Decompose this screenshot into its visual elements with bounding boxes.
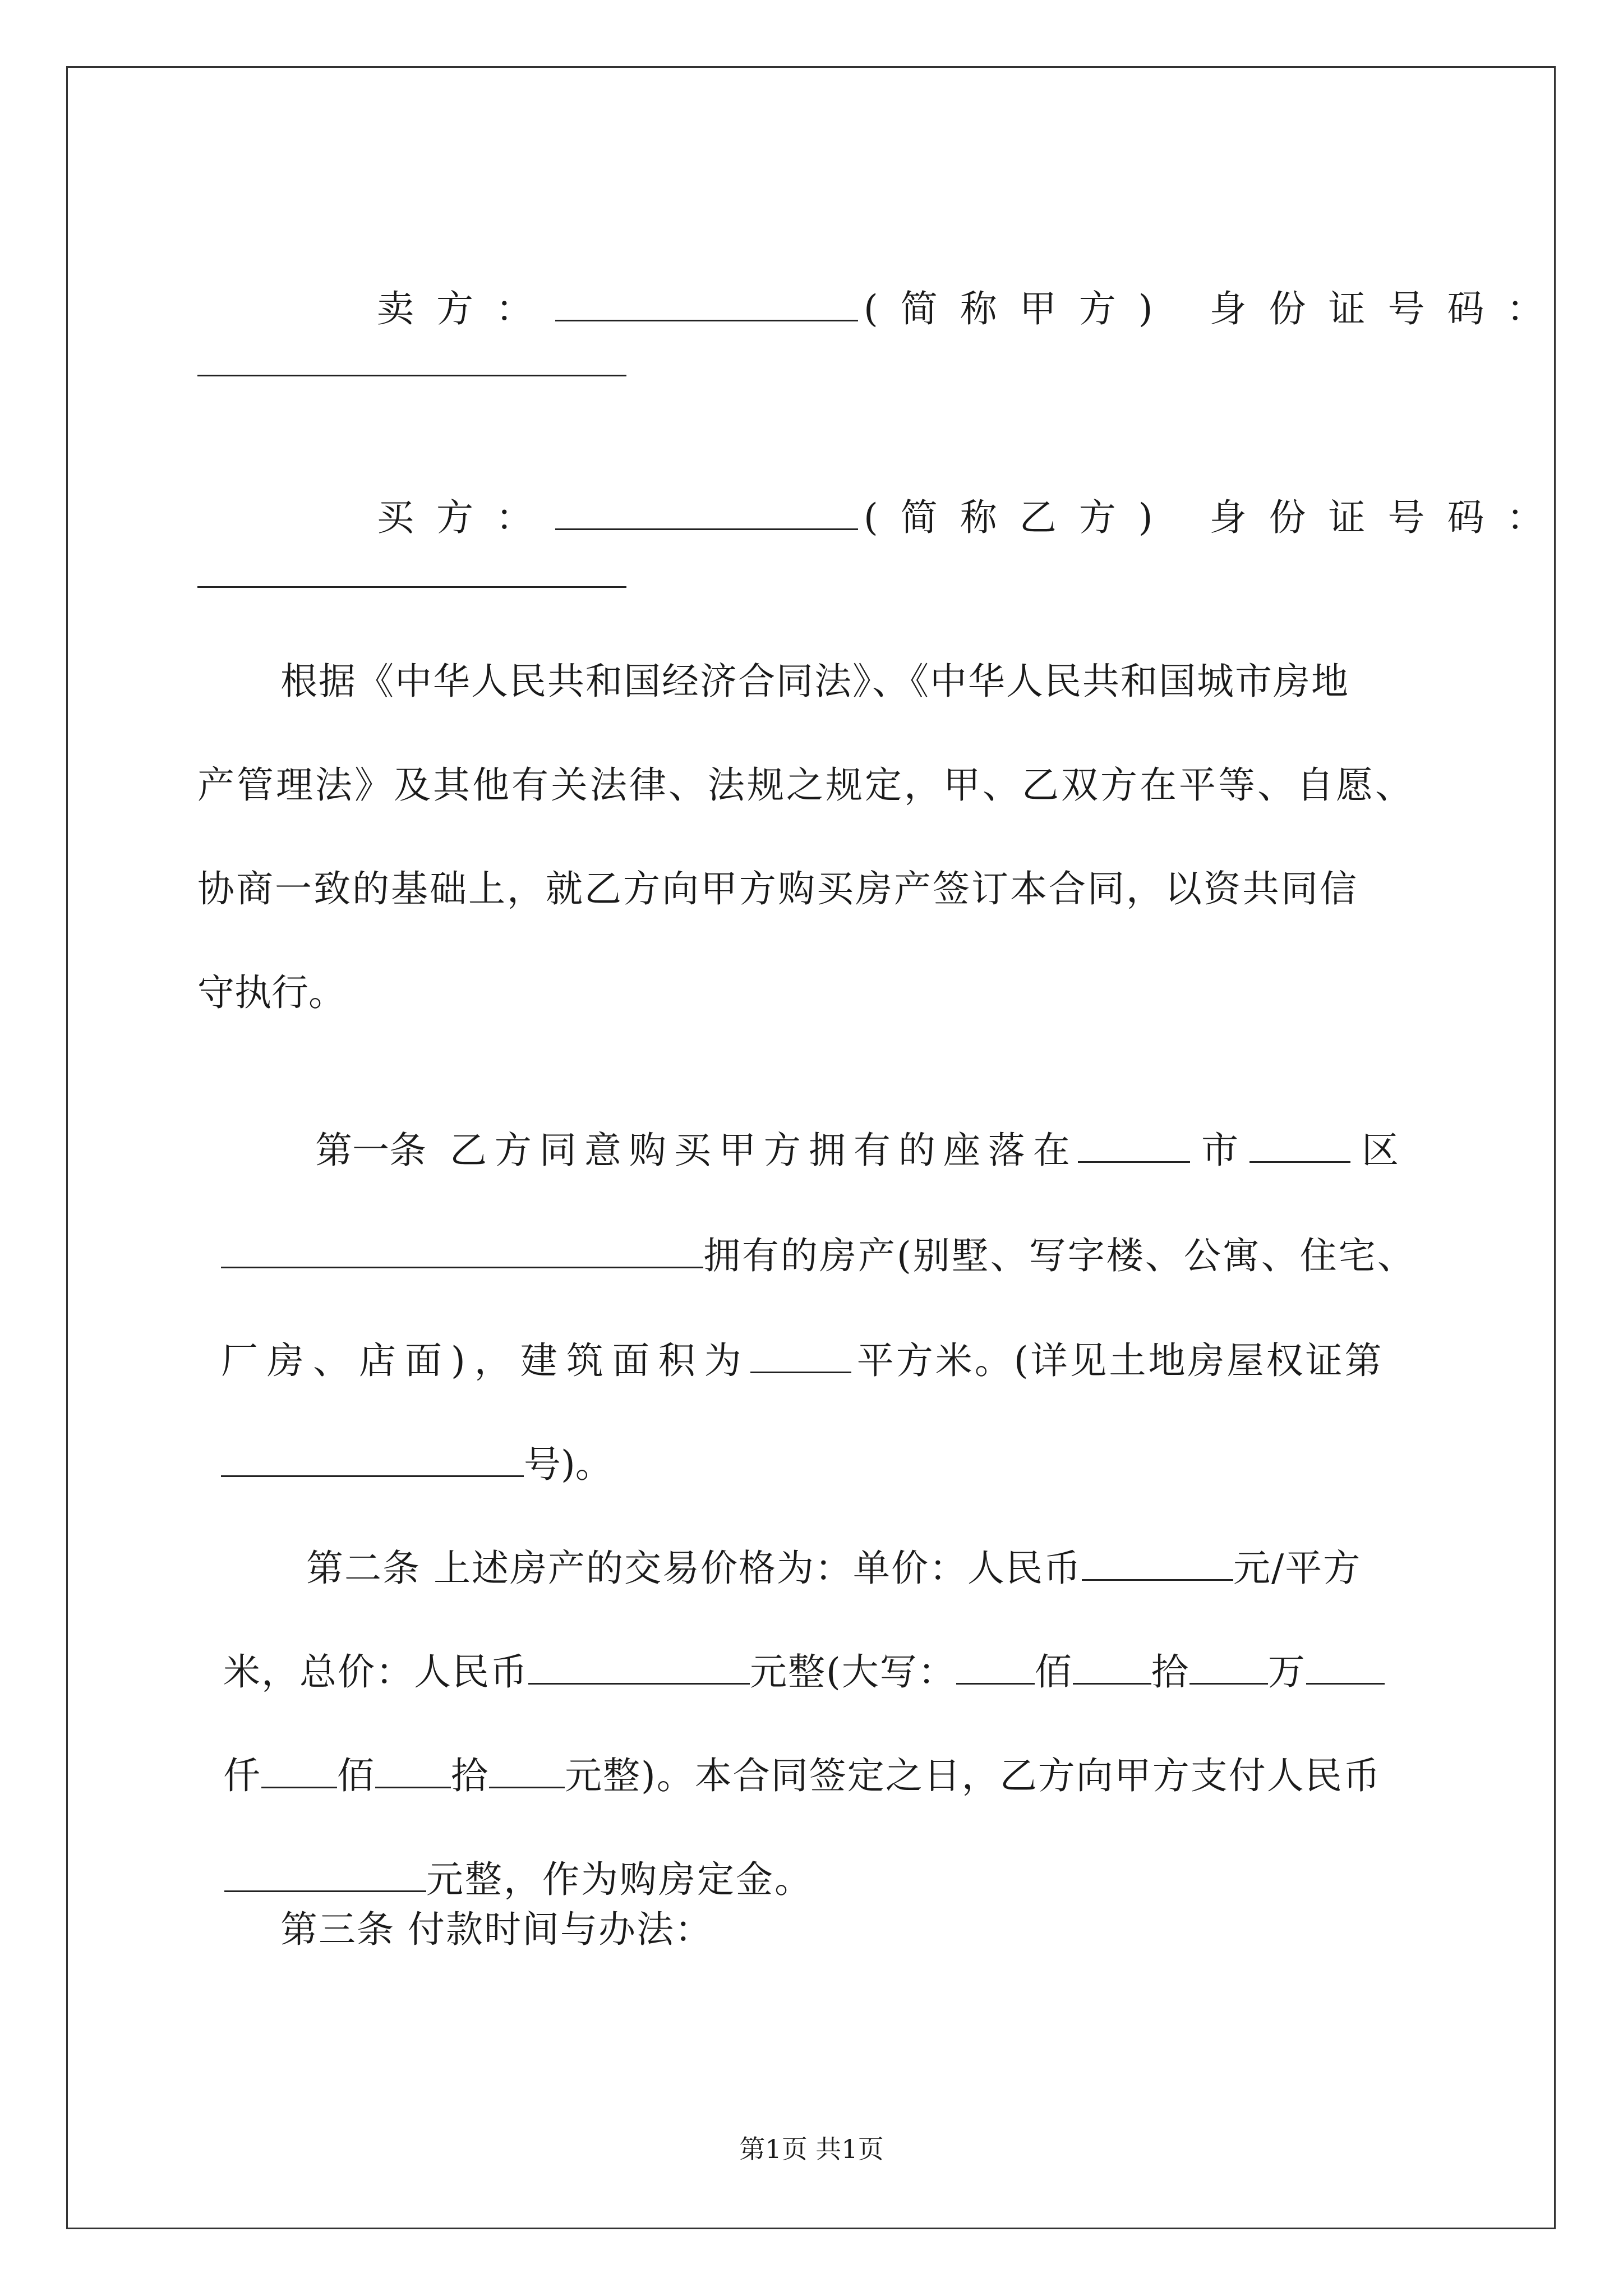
buyer-name-blank bbox=[555, 489, 858, 530]
total-price-blank bbox=[528, 1644, 750, 1685]
deposit-blank bbox=[224, 1851, 426, 1892]
shi-label-2: 拾 bbox=[450, 1754, 489, 1797]
bai-label-1: 佰 bbox=[1034, 1650, 1073, 1694]
area-blank bbox=[750, 1332, 851, 1373]
art2-line-3 bbox=[197, 1697, 1381, 1801]
address-blank bbox=[221, 1227, 703, 1268]
shi-label-1: 拾 bbox=[1151, 1650, 1189, 1694]
qian-blank bbox=[1306, 1644, 1385, 1685]
buyer-id-blank bbox=[197, 586, 626, 588]
art1-text-d: 平方米。(详见土地房屋权证第 bbox=[856, 1339, 1384, 1382]
art2-text-c: 米，总价：人民币 bbox=[223, 1650, 528, 1694]
bai-blank bbox=[261, 1747, 337, 1788]
shi-blank bbox=[375, 1747, 451, 1788]
unit-price-blank bbox=[1082, 1540, 1233, 1581]
buyer-line bbox=[308, 439, 1566, 543]
district-label: 区 bbox=[1361, 1129, 1399, 1172]
art2-text-f: 元整，作为购房定金。 bbox=[426, 1858, 813, 1901]
art2-line-2 bbox=[197, 1593, 1385, 1697]
art1-line-1 bbox=[292, 1071, 1399, 1176]
bai-label-2: 佰 bbox=[336, 1754, 375, 1797]
intro-line-1: 根据《中华人民共和国经济合同法》、《中华人民共和国城市房地 bbox=[280, 660, 1349, 703]
art2-line-4 bbox=[197, 1801, 813, 1905]
art2-line-1 bbox=[280, 1489, 1361, 1594]
page-footer: 第1页 共1页 bbox=[739, 2134, 884, 2164]
art1-line-3 bbox=[197, 1282, 1384, 1386]
seller-id-label: 身份证号码： bbox=[1209, 287, 1566, 330]
art3-line-1: 第三条 付款时间与办法： bbox=[280, 1908, 713, 1951]
wan-blank bbox=[1189, 1644, 1268, 1685]
art1-text-a: 乙方同意购买甲方拥有的座落在 bbox=[449, 1129, 1078, 1172]
seller-line bbox=[308, 230, 1566, 334]
seller-label: 卖方： bbox=[376, 287, 555, 330]
buyer-label: 买方： bbox=[376, 496, 555, 539]
shi-wan-blank bbox=[1073, 1644, 1151, 1685]
city-blank bbox=[1078, 1122, 1190, 1163]
intro-line-4: 守执行。 bbox=[197, 971, 345, 1014]
art1-text-b: 拥有的房产(别墅、写字楼、公寓、住宅、 bbox=[703, 1234, 1416, 1277]
art1-title: 第一条 bbox=[315, 1129, 426, 1172]
bai-wan-blank bbox=[956, 1644, 1035, 1685]
qian-label: 仟 bbox=[223, 1754, 261, 1797]
art2-text-b: 元/平方 bbox=[1233, 1547, 1362, 1590]
intro-line-3: 协商一致的基础上，就乙方向甲方购买房产签订本合同，以资共同信 bbox=[197, 867, 1358, 910]
seller-id-blank bbox=[197, 375, 626, 376]
seller-name-blank bbox=[555, 280, 858, 321]
certificate-blank bbox=[221, 1436, 524, 1477]
art1-text-c: 厂房、店面)，建筑面积为 bbox=[220, 1339, 750, 1382]
district-blank bbox=[1249, 1122, 1350, 1163]
art2-text-a: 第二条 上述房产的交易价格为：单价：人民币 bbox=[306, 1547, 1082, 1590]
buyer-id-label: 身份证号码： bbox=[1209, 496, 1566, 539]
art1-line-4 bbox=[197, 1386, 612, 1490]
seller-note: (简称甲方) bbox=[863, 287, 1175, 330]
city-label: 市 bbox=[1201, 1129, 1238, 1172]
art2-text-d: 元整(大写： bbox=[749, 1650, 956, 1694]
intro-line-2: 产管理法》及其他有关法律、法规之规定，甲、乙双方在平等、自愿、 bbox=[197, 763, 1414, 807]
art1-text-e: 号)。 bbox=[523, 1443, 612, 1486]
yuan-blank bbox=[489, 1747, 565, 1788]
wan-label: 万 bbox=[1267, 1650, 1306, 1694]
art2-text-e: 元整)。本合同签定之日，乙方向甲方支付人民币 bbox=[564, 1754, 1381, 1797]
art1-line-2 bbox=[197, 1177, 1416, 1281]
buyer-note: (简称乙方) bbox=[863, 496, 1175, 539]
